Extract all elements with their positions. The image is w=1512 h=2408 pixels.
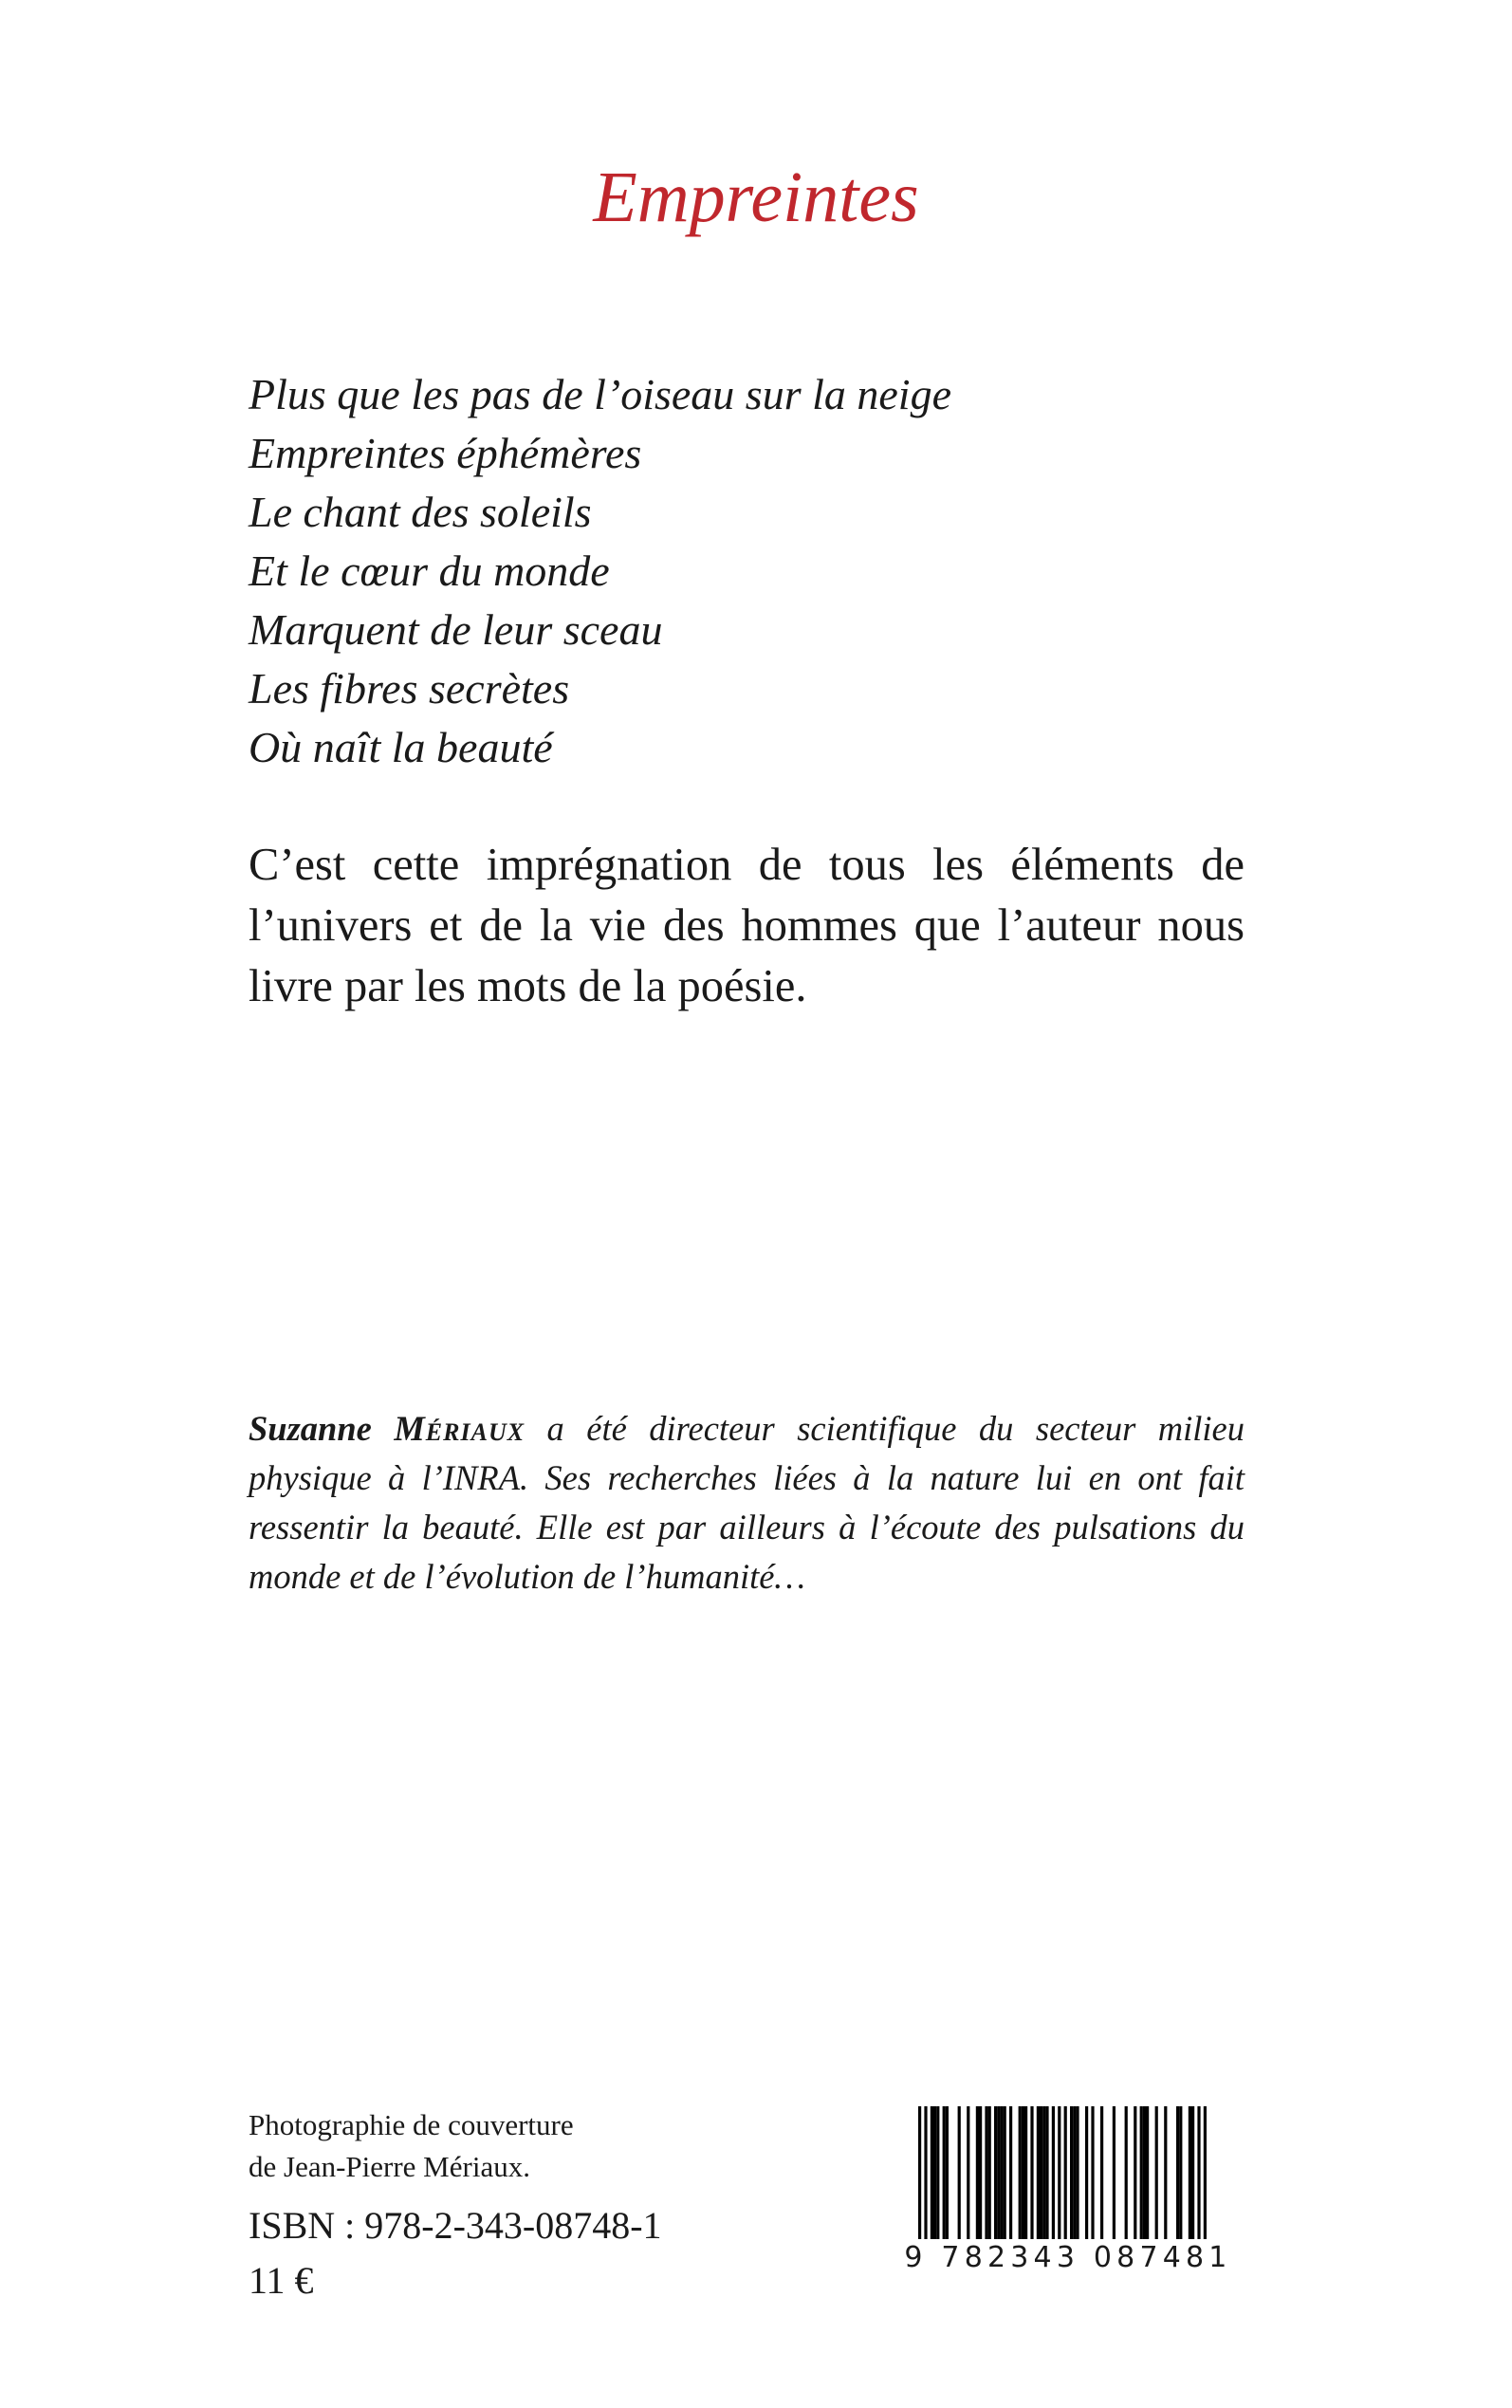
barcode-bar bbox=[1073, 2106, 1076, 2239]
barcode-bar bbox=[1030, 2106, 1033, 2239]
barcode-bar bbox=[1052, 2106, 1055, 2239]
barcode-bar bbox=[1091, 2106, 1094, 2239]
barcode-bar bbox=[1004, 2106, 1006, 2239]
barcode-bar bbox=[1009, 2106, 1012, 2239]
barcode-bar bbox=[1134, 2106, 1136, 2239]
barcode-bar bbox=[976, 2106, 979, 2239]
book-title: Empreintes bbox=[593, 157, 919, 237]
price: 11 € bbox=[249, 2259, 314, 2302]
author-bio-text: a été directeur scientifique du secteur milieu physique à l’INRA. Ses recherches liées à la nature lui en ont fait ressentir la beauté. Elle est par ailleurs à l’écoute des pulsations du monde et de l’évolution de l’humanité… bbox=[249, 1409, 1245, 1596]
barcode-bar bbox=[933, 2106, 936, 2239]
barcode-bar bbox=[997, 2106, 1000, 2239]
barcode-bar bbox=[1143, 2106, 1146, 2239]
poem bbox=[249, 365, 1292, 777]
barcode-bar bbox=[943, 2106, 946, 2239]
barcode-bar bbox=[1146, 2106, 1149, 2239]
barcode-bar bbox=[1100, 2106, 1103, 2239]
barcode-bar bbox=[1042, 2106, 1045, 2239]
poem-line: Les fibres secrètes bbox=[249, 664, 570, 713]
barcode-bar bbox=[1204, 2106, 1207, 2249]
author-bio bbox=[249, 1404, 1245, 1602]
barcode-digits: 9 782343 087481 bbox=[888, 2239, 1248, 2277]
poem-line: Où naît la beauté bbox=[249, 723, 553, 771]
photo-credit-line: de Jean-Pierre Mériaux. bbox=[249, 2150, 530, 2183]
barcode-bar bbox=[994, 2106, 997, 2239]
author-first-name: Suzanne bbox=[249, 1409, 372, 1448]
barcode-bar bbox=[985, 2106, 987, 2239]
barcode-bars bbox=[888, 2106, 1248, 2249]
barcode-bar bbox=[1070, 2106, 1073, 2239]
barcode-bar bbox=[1064, 2106, 1067, 2249]
barcode-bar bbox=[1155, 2106, 1158, 2239]
barcode-bar bbox=[1197, 2106, 1200, 2249]
barcode-bar bbox=[931, 2106, 933, 2239]
barcode-bar bbox=[958, 2106, 961, 2239]
barcode-bar bbox=[1022, 2106, 1024, 2239]
barcode-bar bbox=[988, 2106, 991, 2239]
barcode-bar bbox=[979, 2106, 982, 2239]
barcode-bar bbox=[1045, 2106, 1048, 2239]
barcode bbox=[888, 2106, 1248, 2287]
barcode-bar bbox=[936, 2106, 939, 2239]
barcode-bar bbox=[924, 2106, 927, 2249]
barcode-bar bbox=[1164, 2106, 1167, 2239]
isbn: ISBN : 978-2-343-08748-1 bbox=[249, 2204, 662, 2247]
author-last-name: Mériaux bbox=[394, 1409, 526, 1448]
photo-credit bbox=[249, 2104, 780, 2188]
barcode-bar bbox=[1179, 2106, 1182, 2239]
book-summary: C’est cette imprégnation de tous les éléments de l’univers et de la vie des hommes que l’auteur nous livre par les mots de la poésie. bbox=[249, 840, 1245, 1011]
barcode-bar bbox=[1140, 2106, 1143, 2239]
barcode-bar bbox=[1113, 2106, 1116, 2239]
barcode-bar bbox=[918, 2106, 921, 2249]
poem-line: Plus que les pas de l’oiseau sur la neige bbox=[249, 370, 952, 418]
barcode-bar bbox=[1040, 2106, 1042, 2239]
barcode-bar bbox=[1189, 2106, 1191, 2239]
barcode-bar bbox=[1019, 2106, 1022, 2239]
barcode-bar bbox=[1191, 2106, 1194, 2239]
barcode-bar bbox=[1037, 2106, 1040, 2239]
barcode-bar bbox=[1024, 2106, 1027, 2239]
barcode-bar bbox=[1058, 2106, 1060, 2249]
barcode-bar bbox=[946, 2106, 949, 2239]
photo-credit-line: Photographie de couverture bbox=[249, 2108, 574, 2141]
poem-line: Marquent de leur sceau bbox=[249, 605, 663, 654]
barcode-bar bbox=[1176, 2106, 1179, 2239]
poem-line: Empreintes éphémères bbox=[249, 429, 642, 477]
barcode-bar bbox=[967, 2106, 969, 2239]
barcode-bar bbox=[1125, 2106, 1128, 2239]
barcode-bar bbox=[1076, 2106, 1079, 2239]
barcode-bar bbox=[1000, 2106, 1003, 2239]
poem-line: Et le cœur du monde bbox=[249, 546, 610, 595]
barcode-bar bbox=[1085, 2106, 1088, 2239]
poem-line: Le chant des soleils bbox=[249, 488, 592, 536]
